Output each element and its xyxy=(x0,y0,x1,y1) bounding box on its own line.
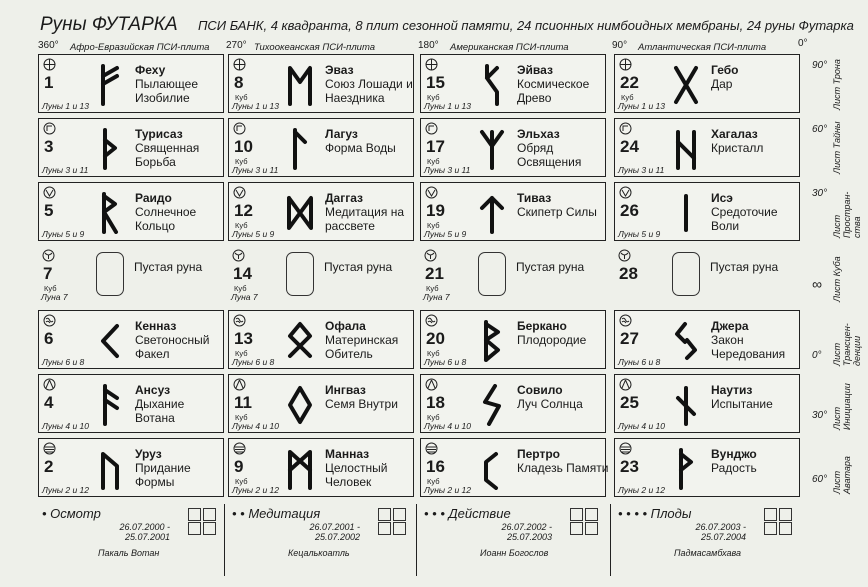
rune-meaning: Семя Внутри xyxy=(325,397,398,411)
empty-rune-frame xyxy=(478,252,506,296)
cube-label: Куб xyxy=(426,284,439,293)
rune-meaning: Пылающее Изобилие xyxy=(135,77,199,105)
rune-meaning: Закон Чередования xyxy=(711,333,786,361)
empty-rune-frame xyxy=(672,252,700,296)
cube-label: Куб xyxy=(44,284,57,293)
moons-label: Луна 7 xyxy=(423,292,450,302)
cell-symbol-icon xyxy=(619,122,632,135)
rune-meaning: Пустая руна xyxy=(516,260,585,274)
moons-label: Луны 6 и 8 xyxy=(618,357,661,367)
cube-label: Куб xyxy=(235,93,248,102)
footer-divider xyxy=(416,504,417,576)
infinity-symbol: ∞ xyxy=(812,276,822,292)
rune-cell xyxy=(228,374,414,433)
phase-glyph-icon xyxy=(393,508,406,521)
plate-name: Американская ПСИ-плита xyxy=(450,42,569,53)
rune-cell xyxy=(420,246,606,305)
rune-glyph-icon xyxy=(673,192,699,234)
plate-name: Тихоокеанская ПСИ-плита xyxy=(254,42,376,53)
rune-name: Тиваз xyxy=(517,191,552,205)
sheet-label: Лист Куба xyxy=(832,256,842,302)
moons-label: Луны 6 и 8 xyxy=(424,357,467,367)
moons-label: Луны 6 и 8 xyxy=(232,357,275,367)
phase-glyph-icon xyxy=(779,508,792,521)
cell-symbol-icon xyxy=(42,249,55,262)
rune-cell xyxy=(420,54,606,113)
rune-number: 20 xyxy=(426,329,445,348)
rune-name: Наутиз xyxy=(711,383,753,397)
moons-label: Луны 4 и 10 xyxy=(42,421,90,431)
cell-symbol-icon xyxy=(425,58,438,71)
rune-name: Лагуз xyxy=(325,127,358,141)
rune-name: Даггаз xyxy=(325,191,364,205)
empty-rune-frame xyxy=(286,252,314,296)
page-title: Руны ФУТАРКА xyxy=(40,14,178,35)
phase-block xyxy=(614,504,804,580)
phase-glyph-icon xyxy=(585,508,598,521)
moons-label: Луны 2 и 12 xyxy=(618,485,666,495)
rune-meaning: Целостный Человек xyxy=(325,461,388,489)
rune-name: Эваз xyxy=(325,63,354,77)
moons-label: Луны 4 и 10 xyxy=(424,421,472,431)
rune-meaning: Луч Солнца xyxy=(517,397,583,411)
rune-glyph-icon xyxy=(479,192,505,234)
rune-meaning: Испытание xyxy=(711,397,773,411)
cell-symbol-icon xyxy=(619,314,632,327)
column-header-2 xyxy=(226,40,416,54)
phase-dates: 26.07.2000 - 25.07.2001 xyxy=(119,522,170,542)
rune-cell xyxy=(38,118,224,177)
rune-number: 9 xyxy=(234,457,244,476)
cube-label: Куб xyxy=(427,413,440,422)
cube-label: Куб xyxy=(234,284,247,293)
phase-dates: 26.07.2002 - 25.07.2003 xyxy=(501,522,552,542)
rune-meaning: Светоносный Факел xyxy=(135,333,210,361)
rune-number: 23 xyxy=(620,457,639,476)
phase-block xyxy=(228,504,418,580)
rune-cell xyxy=(38,54,224,113)
rune-number: 12 xyxy=(234,201,253,220)
cell-symbol-icon xyxy=(619,58,632,71)
sheet-label: Лист Простран- ства xyxy=(832,191,862,238)
latitude-label: 60° xyxy=(812,474,828,485)
plate-name: Атлантическая ПСИ-плита xyxy=(638,42,767,53)
rune-name: Манназ xyxy=(325,447,370,461)
moons-label: Луны 4 и 10 xyxy=(232,421,280,431)
cube-label: Куб xyxy=(235,221,248,230)
sheet-label: Лист Аватара xyxy=(832,456,852,494)
phase-name: • Осмотр xyxy=(42,506,101,521)
rune-meaning: Дыхание Вотана xyxy=(135,397,185,425)
cell-symbol-icon xyxy=(618,249,631,262)
moons-label: Луны 5 и 9 xyxy=(618,229,661,239)
rune-number: 28 xyxy=(619,264,638,283)
column-degree-end: 0° xyxy=(798,38,808,49)
rune-meaning: Медитация на рассвете xyxy=(325,205,404,233)
rune-meaning: Пустая руна xyxy=(324,260,393,274)
rune-cell xyxy=(228,310,414,369)
phase-person: Иоанн Богослов xyxy=(480,548,549,558)
rune-glyph-icon xyxy=(287,448,313,490)
rune-glyph-icon xyxy=(479,384,505,426)
rune-cell xyxy=(614,310,800,369)
rune-number: 11 xyxy=(234,393,252,412)
moons-label: Луны 1 и 13 xyxy=(618,101,666,111)
cell-symbol-icon xyxy=(233,442,246,455)
page-subtitle: ПСИ БАНК, 4 квадранта, 8 плит сезонной памяти, 24 псионных нимбоидных мембраны, 24 руны Футарка xyxy=(198,18,854,33)
cube-label: Куб xyxy=(235,349,248,358)
phase-glyph-icon xyxy=(203,508,216,521)
moons-label: Луны 1 и 13 xyxy=(42,101,90,111)
rune-meaning: Кристалл xyxy=(711,141,764,155)
rune-number: 17 xyxy=(426,137,445,156)
cell-symbol-icon xyxy=(43,122,56,135)
cube-label: Куб xyxy=(427,349,440,358)
rune-glyph-icon xyxy=(287,192,313,234)
cell-symbol-icon xyxy=(425,186,438,199)
rune-cell xyxy=(614,374,800,433)
rune-number: 22 xyxy=(620,73,639,92)
rune-glyph-icon xyxy=(287,128,313,170)
cell-symbol-icon xyxy=(43,378,56,391)
latitude-label: 90° xyxy=(812,60,828,71)
cube-label: Куб xyxy=(235,477,248,486)
moons-label: Луны 5 и 9 xyxy=(232,229,275,239)
rune-meaning: Придание Формы xyxy=(135,461,191,489)
rune-name: Беркано xyxy=(517,319,567,333)
cell-symbol-icon xyxy=(233,186,246,199)
rune-number: 19 xyxy=(426,201,445,220)
rune-number: 10 xyxy=(234,137,253,156)
rune-cell xyxy=(228,54,414,113)
rune-number: 6 xyxy=(44,329,54,348)
sheet-label: Лист Трона xyxy=(832,59,842,110)
cube-label: Куб xyxy=(427,477,440,486)
rune-cell xyxy=(420,438,609,497)
rune-meaning: Радость xyxy=(711,461,757,475)
rune-cell xyxy=(614,54,800,113)
rune-number: 5 xyxy=(44,201,54,220)
rune-name: Кенназ xyxy=(135,319,177,333)
rune-number: 27 xyxy=(620,329,639,348)
rune-cell xyxy=(228,182,414,241)
rune-glyph-icon xyxy=(287,64,313,106)
latitude-label: 30° xyxy=(812,410,828,421)
phase-glyph-icon xyxy=(570,522,583,535)
phase-block xyxy=(420,504,610,580)
rune-number: 15 xyxy=(426,73,445,92)
rune-number: 24 xyxy=(620,137,639,156)
phase-glyph-icon xyxy=(378,522,391,535)
rune-meaning: Пустая руна xyxy=(134,260,203,274)
phase-glyph-icon xyxy=(764,522,777,535)
cell-symbol-icon xyxy=(43,186,56,199)
phase-glyph-icon xyxy=(188,508,201,521)
moons-label: Луна 7 xyxy=(41,292,68,302)
cell-symbol-icon xyxy=(425,378,438,391)
phase-person: Пакаль Вотан xyxy=(98,548,160,558)
rune-cell xyxy=(420,310,606,369)
moons-label: Луны 3 и 11 xyxy=(232,165,279,175)
rune-glyph-icon xyxy=(97,320,123,362)
empty-rune-frame xyxy=(96,252,124,296)
rune-glyph-icon xyxy=(673,448,699,490)
rune-cell xyxy=(38,310,224,369)
rune-number: 2 xyxy=(44,457,54,476)
rune-cell xyxy=(614,246,800,305)
cube-label: Куб xyxy=(427,157,440,166)
rune-cell xyxy=(420,182,606,241)
moons-label: Луны 5 и 9 xyxy=(42,229,85,239)
rune-meaning: Скипетр Силы xyxy=(517,205,597,219)
phase-glyph-icon xyxy=(203,522,216,535)
latitude-label: 30° xyxy=(812,188,828,199)
rune-meaning: Союз Лошади и Наездника xyxy=(325,77,413,105)
rune-glyph-icon xyxy=(673,64,699,106)
rune-name: Офала xyxy=(325,319,366,333)
rune-number: 3 xyxy=(44,137,54,156)
sheet-label: Лист Инициации xyxy=(832,383,852,430)
rune-meaning: Средоточие Воли xyxy=(711,205,778,233)
phase-person: Падмасамбхава xyxy=(674,548,742,558)
column-degree: 360° xyxy=(38,40,59,51)
moons-label: Луны 2 и 12 xyxy=(42,485,90,495)
column-header-3 xyxy=(418,40,608,54)
moons-label: Луны 5 и 9 xyxy=(424,229,467,239)
column-header-1 xyxy=(38,40,228,54)
moons-label: Луны 4 и 10 xyxy=(618,421,666,431)
rune-name: Вунджо xyxy=(711,447,757,461)
cell-symbol-icon xyxy=(43,58,56,71)
rune-glyph-icon xyxy=(673,320,699,362)
rune-glyph-icon xyxy=(97,64,123,106)
rune-number: 13 xyxy=(234,329,253,348)
rune-meaning: Плодородие xyxy=(517,333,587,347)
rune-number: 7 xyxy=(43,264,53,283)
rune-glyph-icon xyxy=(97,192,123,234)
moons-label: Луна 7 xyxy=(231,292,258,302)
moons-label: Луны 1 и 13 xyxy=(424,101,472,111)
moons-label: Луны 6 и 8 xyxy=(42,357,85,367)
column-degree: 90° xyxy=(612,40,628,51)
rune-glyph-icon xyxy=(479,64,505,106)
cell-symbol-icon xyxy=(43,314,56,327)
rune-glyph-icon xyxy=(479,320,505,362)
rune-number: 14 xyxy=(233,264,252,283)
rune-glyph-icon xyxy=(97,448,123,490)
sheet-label: Лист Тайны xyxy=(832,121,842,174)
rune-glyph-icon xyxy=(479,448,505,490)
rune-name: Раидо xyxy=(135,191,172,205)
cell-symbol-icon xyxy=(43,442,56,455)
rune-meaning: Солнечное Кольцо xyxy=(135,205,197,233)
moons-label: Луны 2 и 12 xyxy=(232,485,280,495)
rune-name: Эйваз xyxy=(517,63,553,77)
rune-cell xyxy=(228,438,414,497)
rune-name: Ингваз xyxy=(325,383,366,397)
rune-name: Ансуз xyxy=(135,383,171,397)
rune-cell xyxy=(614,438,800,497)
phase-glyph-icon xyxy=(764,508,777,521)
rune-glyph-icon xyxy=(97,128,123,170)
rune-name: Совило xyxy=(517,383,563,397)
phase-glyph-icon xyxy=(570,508,583,521)
cell-symbol-icon xyxy=(619,186,632,199)
rune-meaning: Дар xyxy=(711,77,733,91)
cell-symbol-icon xyxy=(425,314,438,327)
cell-symbol-icon xyxy=(424,249,437,262)
cell-symbol-icon xyxy=(233,58,246,71)
rune-cell xyxy=(38,246,224,305)
rune-cell xyxy=(38,182,224,241)
phase-glyph-icon xyxy=(585,522,598,535)
cell-symbol-icon xyxy=(233,122,246,135)
rune-cell xyxy=(614,182,800,241)
rune-number: 4 xyxy=(44,393,54,412)
cube-label: Куб xyxy=(235,413,248,422)
phase-name: • • • • Плоды xyxy=(618,506,692,521)
rune-number: 1 xyxy=(44,73,54,92)
rune-meaning: Священная Борьба xyxy=(135,141,200,169)
rune-meaning: Форма Воды xyxy=(325,141,396,155)
phase-name: • • Медитация xyxy=(232,506,321,521)
phase-person: Кецалькоатль xyxy=(288,548,350,558)
sheet-label: Лист Трансцен- денции xyxy=(832,323,862,366)
cell-symbol-icon xyxy=(233,314,246,327)
rune-cell xyxy=(38,438,224,497)
moons-label: Луны 1 и 13 xyxy=(232,101,280,111)
phase-glyph-icon xyxy=(188,522,201,535)
moons-label: Луны 3 и 11 xyxy=(424,165,471,175)
rune-glyph-icon xyxy=(673,128,699,170)
cube-label: Куб xyxy=(427,221,440,230)
rune-name: Исэ xyxy=(711,191,733,205)
cell-symbol-icon xyxy=(619,442,632,455)
rune-meaning: Пустая руна xyxy=(710,260,779,274)
rune-number: 18 xyxy=(426,393,445,412)
rune-name: Пертро xyxy=(517,447,561,461)
rune-cell xyxy=(614,118,800,177)
rune-number: 21 xyxy=(425,264,444,283)
column-degree: 270° xyxy=(226,40,247,51)
rune-glyph-icon xyxy=(479,128,505,170)
rune-cell xyxy=(38,374,224,433)
rune-glyph-icon xyxy=(287,384,313,426)
rune-meaning: Обряд Освящения xyxy=(517,141,582,169)
cube-label: Куб xyxy=(235,157,248,166)
latitude-label: 0° xyxy=(812,350,822,361)
moons-label: Луны 2 и 12 xyxy=(424,485,472,495)
column-header-4 xyxy=(612,40,812,54)
phase-glyph-icon xyxy=(393,522,406,535)
rune-cell xyxy=(228,118,414,177)
rune-name: Эльхаз xyxy=(517,127,560,141)
footer-divider xyxy=(610,504,611,576)
moons-label: Луны 3 и 11 xyxy=(42,165,89,175)
cell-symbol-icon xyxy=(233,378,246,391)
rune-meaning: Космическое Древо xyxy=(517,77,590,105)
cell-symbol-icon xyxy=(425,442,438,455)
rune-name: Джера xyxy=(711,319,749,333)
rune-glyph-icon xyxy=(97,384,123,426)
column-degree: 180° xyxy=(418,40,439,51)
footer-divider xyxy=(224,504,225,576)
cube-label: Куб xyxy=(427,93,440,102)
cell-symbol-icon xyxy=(425,122,438,135)
rune-glyph-icon xyxy=(673,384,699,426)
cell-symbol-icon xyxy=(232,249,245,262)
cell-symbol-icon xyxy=(619,378,632,391)
rune-cell xyxy=(420,374,606,433)
cube-label: Куб xyxy=(621,93,634,102)
moons-label: Луны 3 и 11 xyxy=(618,165,665,175)
rune-name: Феху xyxy=(135,63,166,77)
latitude-label: 60° xyxy=(812,124,828,135)
title-row xyxy=(40,12,860,38)
rune-number: 25 xyxy=(620,393,639,412)
phase-block xyxy=(38,504,228,580)
phase-glyph-icon xyxy=(779,522,792,535)
rune-cell xyxy=(420,118,606,177)
rune-number: 16 xyxy=(426,457,445,476)
rune-glyph-icon xyxy=(287,320,313,362)
rune-meaning: Кладезь Памяти xyxy=(517,461,609,475)
rune-name: Гебо xyxy=(711,63,739,77)
phase-name: • • • Действие xyxy=(424,506,511,521)
rune-name: Хагалаз xyxy=(711,127,758,141)
rune-name: Турисаз xyxy=(135,127,183,141)
rune-name: Уруз xyxy=(135,447,162,461)
rune-number: 8 xyxy=(234,73,244,92)
rune-meaning: Материнская Обитель xyxy=(325,333,399,361)
rune-number: 26 xyxy=(620,201,639,220)
phase-glyph-icon xyxy=(378,508,391,521)
plate-name: Афро-Евразийская ПСИ-плита xyxy=(70,42,210,53)
phase-dates: 26.07.2003 - 25.07.2004 xyxy=(695,522,746,542)
phase-dates: 26.07.2001 - 25.07.2002 xyxy=(309,522,360,542)
rune-cell xyxy=(228,246,414,305)
